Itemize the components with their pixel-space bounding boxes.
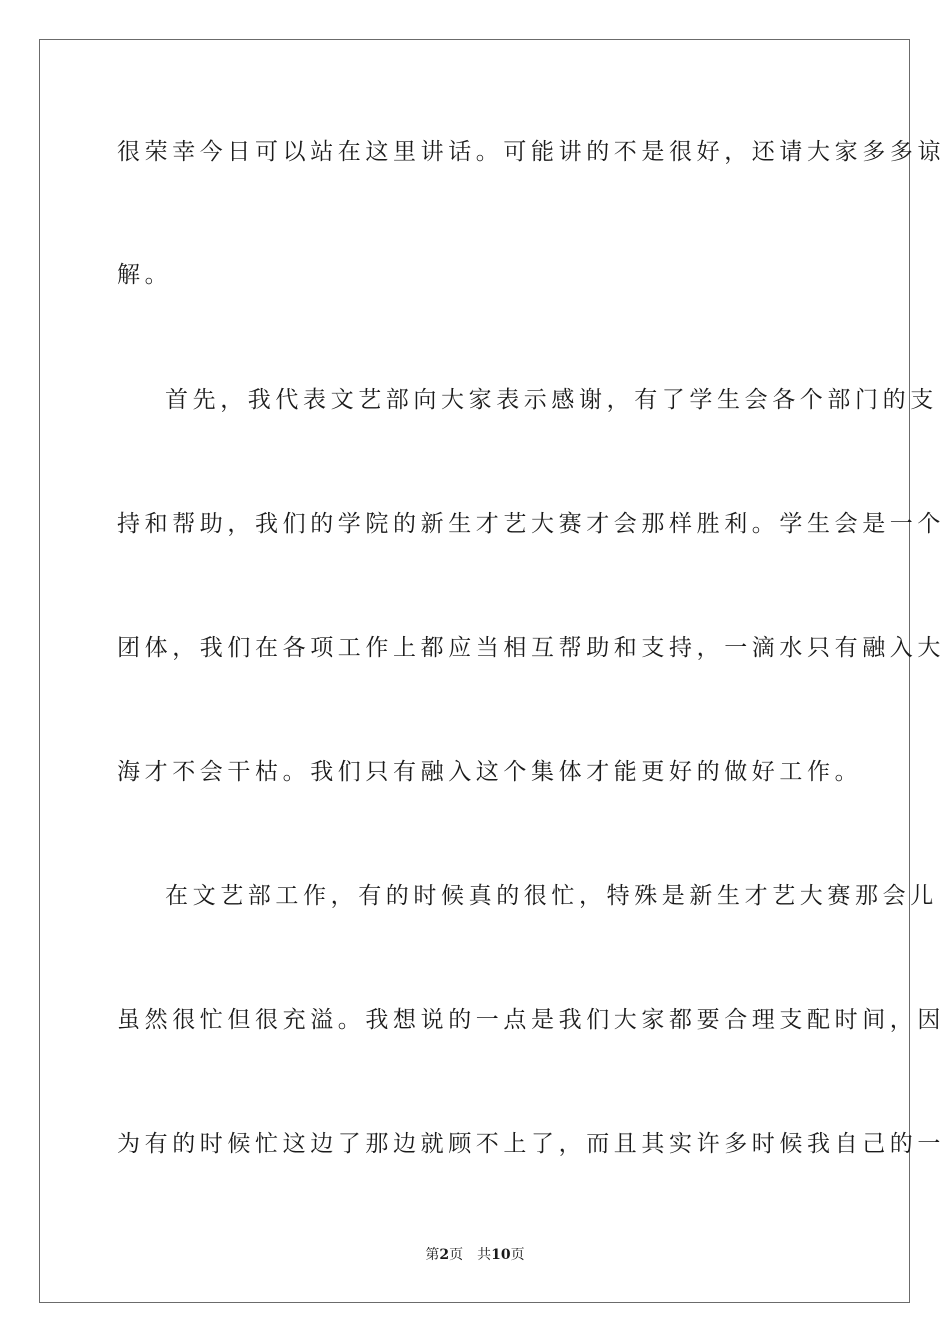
body-line-8: 虽然很忙但很充溢。我想说的一点是我们大家都要合理支配时间，因 <box>117 1007 945 1033</box>
body-line-1: 很荣幸今日可以站在这里讲话。可能讲的不是很好，还请大家多多谅 <box>117 139 945 165</box>
page-border <box>39 39 945 1303</box>
body-line-9: 为有的时候忙这边了那边就顾不上了，而且其实许多时候我自己的一 <box>117 1131 945 1157</box>
footer-page-prefix: 第 <box>425 1247 440 1263</box>
footer-total-suffix: 页 <box>510 1247 525 1263</box>
body-line-6: 海才不会干枯。我们只有融入这个集体才能更好的做好工作。 <box>117 759 863 785</box>
body-line-4: 持和帮助，我们的学院的新生才艺大赛才会那样胜利。学生会是一个 <box>117 511 945 537</box>
body-line-5: 团体，我们在各项工作上都应当相互帮助和支持，一滴水只有融入大 <box>117 635 945 661</box>
footer-page-number: 2 <box>439 1247 450 1263</box>
body-line-7: 在文艺部工作，有的时候真的很忙，特殊是新生才艺大赛那会儿 <box>165 883 938 909</box>
body-line-2: 解。 <box>117 262 173 288</box>
body-line-3: 首先，我代表文艺部向大家表示感谢，有了学生会各个部门的支 <box>165 387 938 413</box>
footer-total-prefix: 共 <box>477 1247 492 1263</box>
page-footer <box>0 1246 950 1264</box>
footer-total-pages: 10 <box>491 1247 511 1263</box>
footer-page-suffix: 页 <box>449 1247 464 1263</box>
